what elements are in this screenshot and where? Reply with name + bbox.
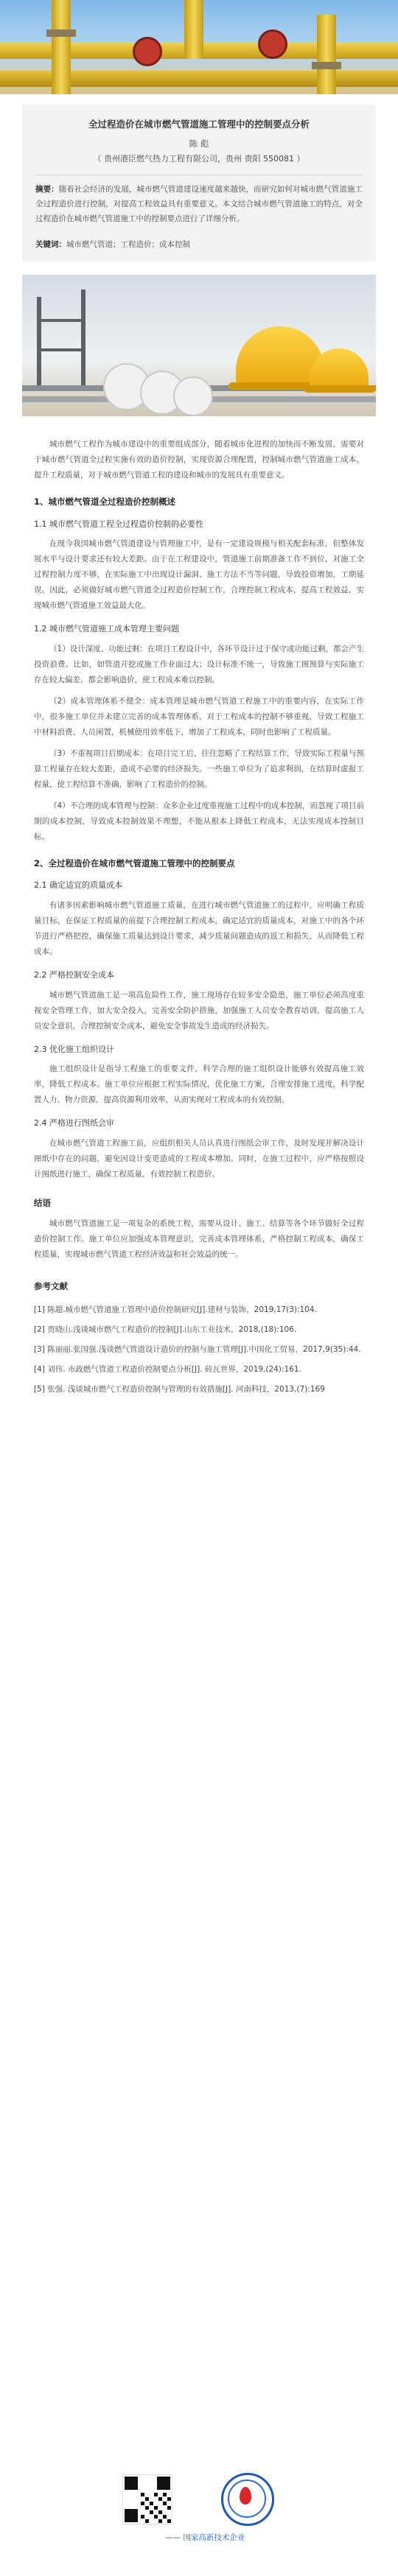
paragraph: （2）成本管理体系不健全：成本管理是城市燃气管道工程施工中的重要内容，在实际工作中，很多施工单位并未建立完善的成本管理体系，对于工程成本的控制不够重视，导致工程施工中材料浪费、人员闲置，机械使用效率低下，增加了工程成本，同时也影响了工程质量。: [34, 696, 364, 737]
pipeline-banner-image: [0, 0, 398, 94]
footer-tagline: —— 国家高新技术企业: [165, 2533, 245, 2542]
keywords: [35, 239, 363, 252]
section-heading: 1、城市燃气管道全过程造价控制概述: [34, 496, 175, 508]
qr-module: [154, 2515, 158, 2519]
scaffold-shape: [37, 348, 85, 351]
qr-module: [167, 2497, 171, 2501]
qr-module: [163, 2493, 167, 2496]
section-heading: 2.4 严格进行图纸会审: [34, 1118, 114, 1129]
qr-finder-square: [125, 2509, 138, 2522]
qr-module: [145, 2497, 149, 2501]
keywords-text: 城市燃气管道；工程造价；成本控制: [66, 239, 190, 249]
paragraph: 在现今我国城市燃气管道建设与管理施工中，是有一定建设规模与相关配套标准，但整体发展水平与设计要求还有较大差距。由于在工程建设中，管道施工前期准备工作不到位，对施工全过程控制力度不够，在实际施工中出现设计漏洞、施工方法不当等问题，导致投资增加，工期延误。因此，必须做好城市燃气管道全过程造价控制工作，合理控制工程成本，提高工程效益，实现城市燃气管道施工效益最大化。: [34, 539, 364, 611]
conclusion-heading: 结语: [34, 1197, 51, 1208]
valve-wheel-icon: [133, 37, 162, 66]
references-heading: 参考文献: [34, 1280, 68, 1291]
company-logo-icon: [221, 2473, 274, 2526]
article-author: 陈 彪: [189, 138, 209, 149]
paragraph: 城市燃气管道施工是一项复杂的系统工程，需要从设计、施工、结算等各个环节做好全过程造价控制工作。施工单位应加强成本管理意识，完善成本管理体系，严格控制工程成本，确保工程质量，实现城市燃气管道工程经济效益和社会效益的统一。: [34, 1218, 364, 1259]
qr-module: [154, 2493, 158, 2496]
qr-module: [150, 2502, 153, 2505]
paragraph: 在城市燃气管道工程施工前，应组织相关人员认真进行图纸会审工作，及时发现并解决设计图纸中存在的问题，避免因设计变更造成的工程成本增加。同时，在施工过程中，应严格按照设计图纸进行施工，确保工程质量，有效控制工程造价。: [34, 1138, 364, 1179]
abstract-text: 随着社会经济的发展，城市燃气管道建设速度越来越快，而研究如何对城市燃气管道施工全过程造价进行控制，对提高工程效益具有重要意义。本文结合城市燃气管道施工的特点，对全过程造价在城市燃气管道施工中的控制要点进行了详细分析。: [35, 184, 363, 223]
section-heading: 2.2 严格控制安全成本: [34, 969, 114, 980]
qr-finder-square: [157, 2477, 170, 2490]
scaffold-shape: [37, 319, 85, 322]
paragraph: 城市燃气管道施工是一项高危险性工作，施工现场存在较多安全隐患，施工单位必须高度重视安全管理工作，加大安全投入，完善安全防护措施，加强施工人员安全教育培训，提高施工人员安全意识，合理控制安全成本，避免安全事故发生造成的经济损失。: [34, 990, 364, 1031]
qr-module: [141, 2515, 144, 2519]
paragraph: （1）设计深度、功能过剩：在项目工程设计中，各环节设计过于保守或功能过剩，都会产生投资浪费。比如，如管道开挖或施工作业面过大；设计标准不统一，导致施工图预算与实际施工存在较大偏差，都会影响造价，使工程成本难以控制。: [34, 644, 364, 684]
valve-wheel-icon: [258, 29, 287, 59]
qr-module: [167, 2519, 171, 2523]
qr-module: [158, 2497, 162, 2501]
paragraph: 施工组织设计是指导工程施工的重要文件，科学合理的施工组织设计能够有效提高施工效率，降低工程成本。施工单位应根据工程实际情况，优化施工方案，合理安排施工进度，科学配置人力、物力资源，提高资源利用效率，从而实现对工程成本的有效控制。: [34, 1064, 364, 1105]
qr-module: [158, 2510, 162, 2514]
qr-module: [141, 2502, 144, 2505]
qr-finder-square: [125, 2477, 138, 2490]
qr-module: [145, 2519, 149, 2523]
abstract: [35, 183, 363, 227]
reference-item: [4] 刘伟. 市政燃气管道工程造价控制要点分析[J]. 砖瓦世界，2019,(24):161.: [34, 1364, 301, 1374]
abstract-label: 摘要：: [35, 184, 59, 194]
qr-module: [141, 2493, 144, 2496]
section-heading: 2.1 确定适宜的质量成本: [34, 880, 122, 891]
pipe-shape: [52, 0, 71, 94]
article-title: 全过程造价在城市燃气管道施工管理中的控制要点分析: [88, 119, 310, 130]
flange-shape: [312, 62, 341, 69]
section-heading: 2.3 优化施工组织设计: [34, 1044, 114, 1054]
reference-item: [2] 贾晓山.浅谈城市燃气工程造价的控制[J].山东工业技术，2018,(18):106.: [34, 1324, 297, 1334]
flange-shape: [46, 29, 76, 37]
article-body: [0, 416, 398, 1397]
scaffold-shape: [37, 297, 41, 385]
article-header-card: [22, 105, 376, 262]
section-heading: 2、全过程造价在城市燃气管道施工管理中的控制要点: [34, 857, 235, 868]
qr-module: [163, 2515, 167, 2519]
qr-module: [150, 2510, 153, 2514]
qr-code-icon[interactable]: [122, 2474, 172, 2524]
paragraph: 城市燃气工程作为城市建设中的重要组成部分，随着城市化进程的加快而不断发展，需要对于城市燃气管道全过程实施有效的造价控制，实现资源合理配置，控制城市燃气管道施工成本，提升工程质量，对于城市燃气管道工程的建设和城市的发展具有重要意义。: [34, 440, 364, 480]
section-heading: 1.2 城市燃气管道施工成本管理主要问题: [34, 624, 179, 634]
footer: [0, 2473, 398, 2576]
hard-hat-brim: [304, 385, 376, 393]
qr-module: [154, 2506, 158, 2510]
construction-image: [22, 275, 376, 416]
reference-item: [1] 陈超.城市燃气管道施工管理中造价控制研究[J].建材与装饰，2019,17(3):104.: [34, 1305, 317, 1314]
qr-module: [158, 2519, 162, 2523]
reference-item: [3] 陈丽丽.张国强.浅谈燃气管道设计造价的控制与施工管理[J].中国化工贸易，2017,9(35):44.: [34, 1344, 361, 1354]
blueprint-roll-icon: [173, 376, 213, 416]
paragraph: 有诸多因素影响城市燃气管道施工质量，在进行城市燃气管道施工的过程中，应明确工程质量目标，在保证工程质量的前提下合理控制工程成本，确定适宜的质量成本，对施工中的各个环节进行严格把控，确保施工质量达到设计要求，减少质量问题造成的返工和损失，从而降低工程成本。: [34, 900, 364, 956]
reference-item: [5] 张强. 浅谈城市燃气工程造价控制与管理的有效措施[J]. 河南科技，2013,(7):169: [34, 1384, 325, 1394]
scaffold-shape: [81, 289, 85, 385]
pipe-shape: [317, 15, 336, 94]
qr-module: [145, 2506, 149, 2510]
section-heading: 1.1 城市燃气管道工程全过程造价控制的必要性: [34, 519, 203, 529]
paragraph: （3）不重视项目后期成本：在项目完工后，往往忽略了工程结算工作，导致实际工程量与预算工程量存在较大差距，造成不必要的经济损失。一些施工单位为了追求利润，在结算时虚报工程量，使工程结算不准确，影响了工程造价的控制。: [34, 748, 364, 789]
paragraph: （4）不合理的成本管理与控制：众多企业过度重视施工过程中的成本控制，而忽视了项目前期的成本控制，导致成本控制效果不理想，不能从根本上降低工程成本，无法实现成本控制目标。: [34, 801, 364, 841]
logo-flame-icon: [240, 2487, 251, 2505]
pipe-shape: [184, 0, 203, 59]
qr-module: [167, 2506, 171, 2510]
article-affiliation: （ 贵州港臣燃气热力工程有限公司，贵州 贵阳 550081 ）: [93, 153, 305, 164]
keywords-label: 关键词：: [35, 239, 66, 249]
qr-module: [163, 2502, 167, 2505]
